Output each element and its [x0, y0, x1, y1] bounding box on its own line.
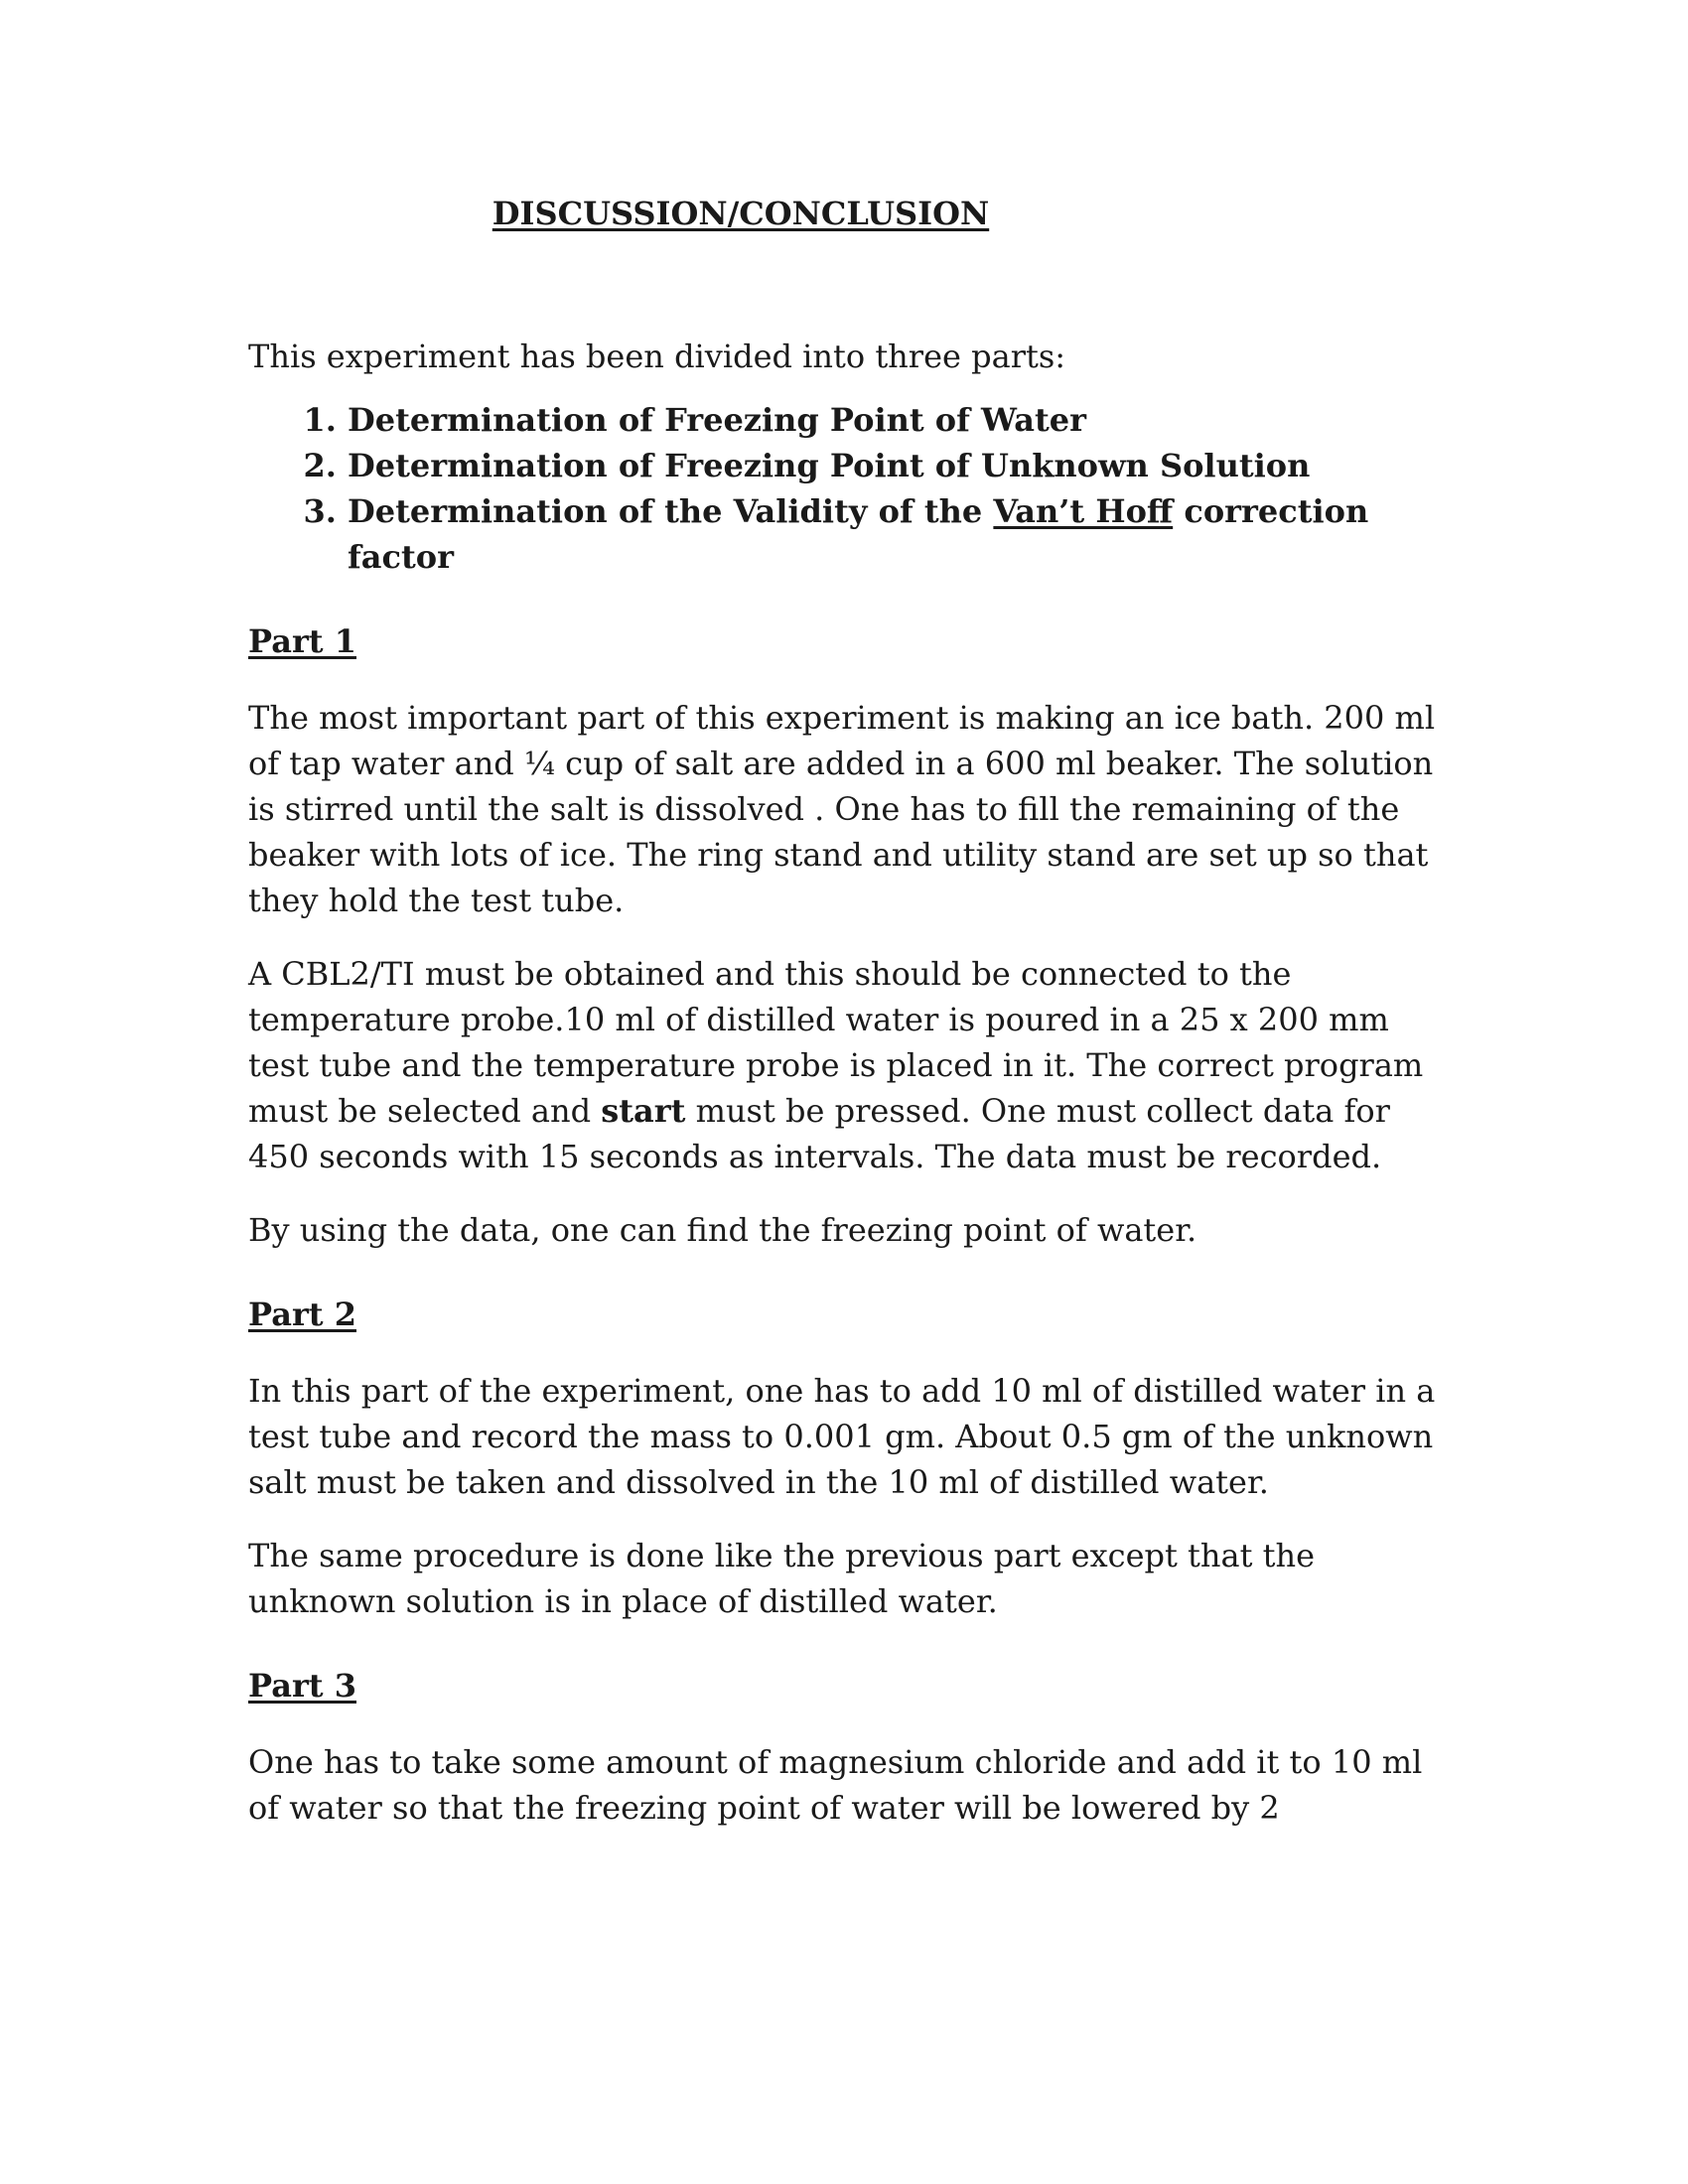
- part3-paragraph: One has to take some amount of magnesium chloride and add it to 10 ml of water so that the freezing point of water will be lowered by 2: [248, 1743, 1423, 1827]
- document-page: [248, 195, 1440, 1858]
- part2-paragraph: The same procedure is done like the previous part except that the unknown solution is in place of distilled water.: [248, 1537, 1315, 1620]
- list-item: [348, 443, 1440, 488]
- list-item: [348, 488, 1440, 580]
- list-item-text: Determination of the Validity of the: [348, 492, 994, 530]
- part1-heading: Part 1: [248, 622, 356, 660]
- intro-text: This experiment has been divided into three parts:: [248, 338, 1066, 375]
- part1-paragraph: [248, 951, 1440, 1179]
- parts-list: [248, 397, 1440, 580]
- list-item: [348, 397, 1440, 443]
- vant-hoff-term: Van’t Hoff: [993, 492, 1174, 530]
- part2-paragraph: In this part of the experiment, one has to add 10 ml of distilled water in a test tube and record the mass to 0.001 gm. About 0.5 gm of the unknown salt must be taken and dissolved in the 10 ml of distilled water.: [248, 1372, 1436, 1501]
- part1-paragraph: The most important part of this experiment is making an ice bath. 200 ml of tap water and ¼ cup of salt are added in a 600 ml beaker. The solution is stirred until the salt is dissolved . One has to fill the remaining of the beaker with lots of ice. The ring stand and utility stand are set up so that they hold the test tube.: [248, 699, 1436, 919]
- page-title: DISCUSSION/CONCLUSION: [492, 195, 990, 232]
- list-item-text: correction factor: [348, 492, 1369, 576]
- part3-heading: Part 3: [248, 1667, 356, 1705]
- paragraph-text: A CBL2/TI must be obtained and this should be connected to the temperature probe.10 ml of distilled water is poured in a 25 x 200 mm test tube and the temperature probe is placed in it. The correct program must be selected and: [248, 955, 1424, 1130]
- paragraph-text: must be pressed. One must collect data for 450 seconds with 15 seconds as intervals. The data must be recorded.: [248, 1092, 1390, 1175]
- list-item-text: Determination of Freezing Point of Water: [348, 401, 1086, 439]
- part1-paragraph: By using the data, one can find the freezing point of water.: [248, 1211, 1197, 1249]
- list-item-text: Determination of Freezing Point of Unknown Solution: [348, 447, 1311, 484]
- start-keyword: start: [601, 1092, 686, 1130]
- part2-heading: Part 2: [248, 1296, 356, 1333]
